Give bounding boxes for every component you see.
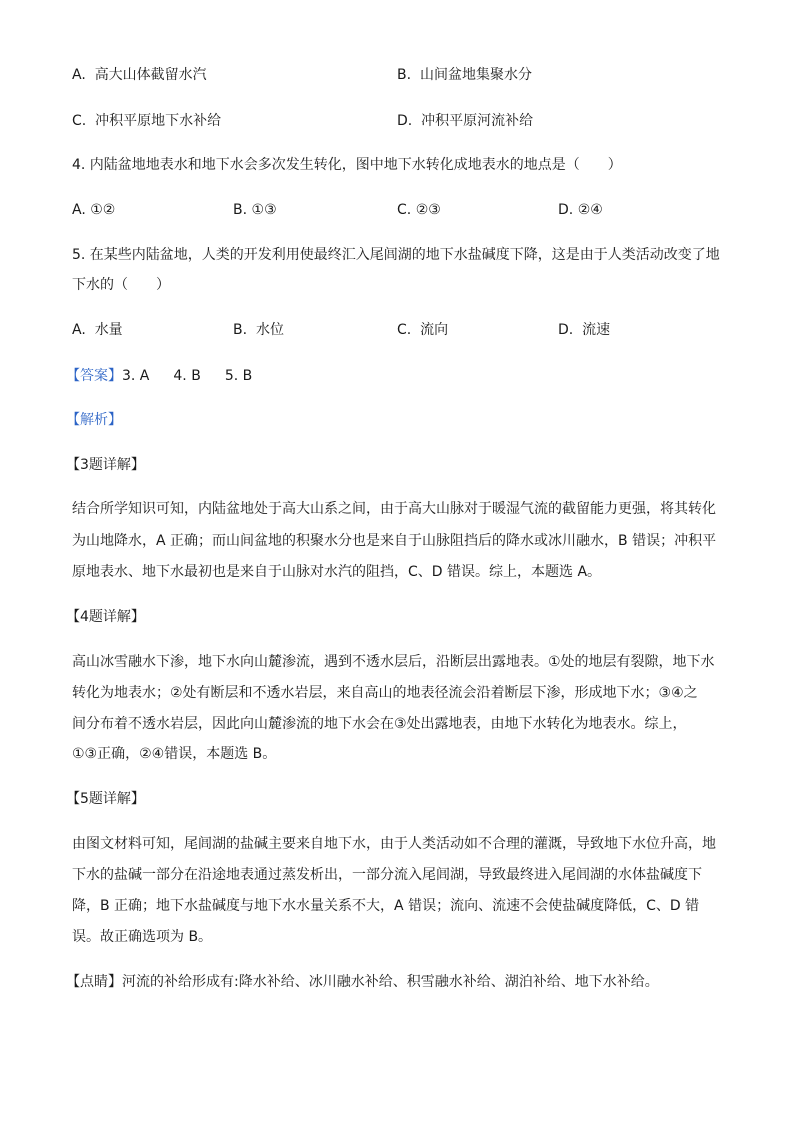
answer-tag: 【答案】 (66, 368, 122, 384)
q5-option-d: D. 流速 (558, 322, 611, 338)
tip-text: 河流的补给形成有:降水补给、冰川融水补给、积雪融水补给、湖泊补给、地下水补给。 (122, 974, 659, 990)
q5-option-c: C. 流向 (397, 322, 449, 338)
detail3-line: 原地表水、地下水最初也是来自于山脉对水汽的阻挡，C、D 错误。综上，本题选 A。 (72, 564, 602, 580)
q4-option-a: A. ①② (72, 202, 116, 218)
q5-stem-line-1: 5. 在某些内陆盆地，人类的开发利用使最终汇入尾闾湖的地下水盐碱度下降，这是由于人类活动改变了地 (72, 247, 720, 263)
q4-stem: 4. 内陆盆地地表水和地下水会多次发生转化，图中地下水转化成地表水的地点是（ ） (72, 157, 622, 173)
tip-tag: 【点睛】 (66, 974, 122, 990)
q5-stem-line-2: 下水的（ ） (72, 277, 170, 293)
detail5-line: 降，B 正确；地下水盐碱度与地下水水量关系不大，A 错误；流向、流速不会使盐碱度降低，C、D 错 (72, 898, 700, 914)
detail4-line: ①③正确，②④错误，本题选 B。 (72, 746, 277, 762)
q4-option-b: B. ①③ (233, 202, 277, 218)
answer-item: 5. B (224, 368, 253, 384)
tip-line (66, 972, 659, 992)
detail4-tag: 【4题详解】 (66, 609, 145, 625)
q3-option-d: D. 冲积平原河流补给 (397, 113, 534, 129)
answer-item: 4. B (173, 368, 201, 384)
detail3-tag: 【3题详解】 (66, 457, 145, 473)
q3-option-b: B. 山间盆地集聚水分 (397, 67, 532, 83)
detail4-line: 间分布着不透水岩层，因此向山麓渗流的地下水会在③处出露地表，由地下水转化为地表水。综上， (72, 716, 687, 732)
detail3-line: 为山地降水，A 正确；而山间盆地的积聚水分也是来自于山脉阻挡后的降水或冰川融水，B 错误；冲积平 (72, 533, 717, 549)
detail4-line: 高山冰雪融水下渗，地下水向山麓渗流，遇到不透水层后，沿断层出露地表。①处的地层有裂隙，地下水 (72, 654, 715, 670)
detail5-line: 误。故正确选项为 B。 (72, 929, 213, 945)
q5-option-a: A. 水量 (72, 322, 123, 338)
detail5-line: 下水的盐碱一部分在沿途地表通过蒸发析出，一部分流入尾闾湖，导致最终进入尾闾湖的水体盐碱度下 (72, 867, 702, 883)
detail3-line: 结合所学知识可知，内陆盆地处于高大山系之间，由于高大山脉对于暖湿气流的截留能力更强，将其转化 (72, 501, 716, 517)
detail5-line: 由图文材料可知，尾闾湖的盐碱主要来自地下水，由于人类活动如不合理的灌溉，导致地下水位升高，地 (72, 836, 716, 852)
q5-option-b: B. 水位 (233, 322, 284, 338)
q3-option-c: C. 冲积平原地下水补给 (72, 113, 222, 129)
q3-option-a: A. 高大山体截留水汽 (72, 67, 207, 83)
answer-item: 3. A (122, 368, 150, 384)
analysis-tag: 【解析】 (66, 412, 122, 428)
q4-option-c: C. ②③ (397, 202, 441, 218)
q4-option-d: D. ②④ (558, 202, 603, 218)
answer-line (66, 366, 276, 386)
detail4-line: 转化为地表水；②处有断层和不透水岩层，来自高山的地表径流会沿着断层下渗，形成地下水；③④之 (72, 685, 698, 701)
detail5-tag: 【5题详解】 (66, 791, 145, 807)
